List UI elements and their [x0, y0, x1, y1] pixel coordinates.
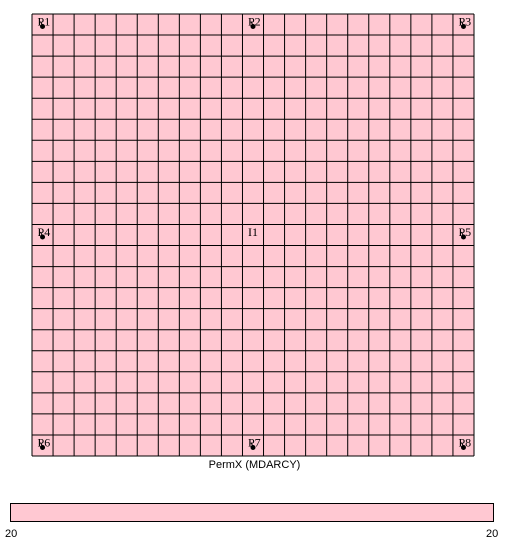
well-label: P5: [458, 225, 472, 239]
well-label: P2: [248, 14, 261, 29]
well-label: P1: [37, 14, 51, 29]
color-scale-bar: [10, 503, 494, 522]
well-p2[interactable]: [248, 15, 261, 30]
well-label: P8: [458, 435, 472, 450]
well-p5[interactable]: [458, 225, 471, 240]
well-p1[interactable]: [38, 15, 51, 30]
scale-min-label: 20: [5, 528, 18, 540]
well-label: P6: [37, 435, 51, 450]
well-p4[interactable]: [38, 225, 51, 240]
scale-max-label: 20: [486, 528, 499, 540]
well-p6[interactable]: [38, 435, 51, 450]
well-i1[interactable]: [248, 225, 258, 239]
well-label: P3: [458, 14, 472, 29]
well-p3[interactable]: [458, 15, 471, 30]
well-p7[interactable]: [248, 435, 261, 450]
well-label: P7: [248, 435, 261, 450]
well-label: I1: [248, 225, 258, 239]
well-p8[interactable]: [458, 435, 471, 450]
property-title: PermX (MDARCY): [208, 459, 301, 471]
well-label: P4: [37, 225, 51, 239]
